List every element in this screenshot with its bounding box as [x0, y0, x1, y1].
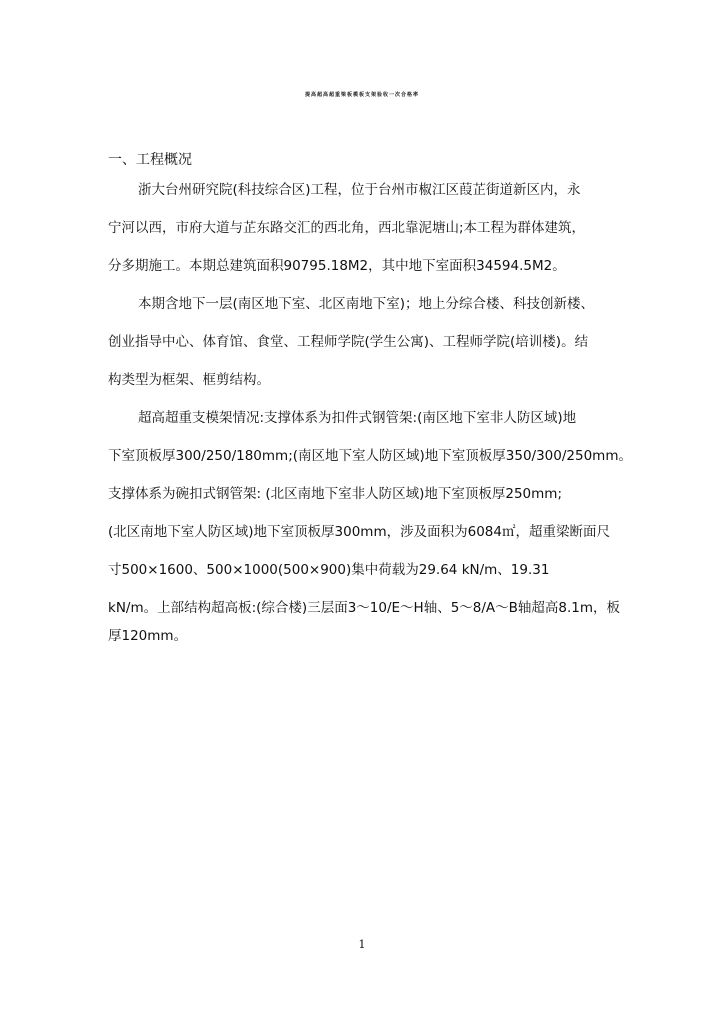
paragraph-line: 创业指导中心、体育馆、食堂、工程师学院(学生公寓)、工程师学院(培训楼)。结 [108, 334, 589, 350]
paragraph-line: 宁河以西，市府大道与芷东路交汇的西北角，西北靠泥塘山;本工程为群体建筑， [108, 220, 586, 236]
paragraph-line: 下室顶板厚300/250/180mm;(南区地下室人防区域)地下室顶板厚350/300/250mm。 [108, 448, 632, 464]
document-subtitle [0, 122, 724, 144]
paragraph-line: 超高超重支模架情况:支撑体系为扣件式钢管架:(南区地下室非人防区域)地 [138, 410, 577, 426]
paragraph-line: 支撑体系为碗扣式钢管架: (北区南地下室非人防区域)地下室顶板厚250mm; [108, 486, 562, 502]
paragraph-line: 厚120mm。 [108, 628, 188, 644]
document-title: 提高超高超重梁板模板支架验收一次合格率 [304, 92, 419, 98]
paragraph-line: 寸500×1600、500×1000(500×900)集中荷载为29.64 kN/m、19.31 [108, 562, 550, 578]
paragraph-line: kN/m。上部结构超高板:(综合楼)三层面3～10/E～H轴、5～8/A～B轴超高8.1m，板 [108, 600, 621, 616]
paragraph-line: 浙大台州研究院(科技综合区)工程，位于台州市椒江区葭芷街道新区内，永 [138, 182, 581, 198]
section-heading: 一、工程概况 [108, 152, 192, 168]
paragraph-line: (北区南地下室人防区域)地下室顶板厚300mm，涉及面积为6084㎡，超重梁断面尺 [108, 524, 610, 540]
paragraph-line: 本期含地下一层(南区地下室、北区南地下室)；地上分综合楼、科技创新楼、 [138, 296, 595, 312]
paragraph-line: 构类型为框架、框剪结构。 [108, 372, 270, 388]
paragraph-line: 分多期施工。本期总建筑面积90795.18M2，其中地下室面积34594.5M2。 [108, 258, 566, 274]
page-number: 1 [358, 938, 366, 951]
